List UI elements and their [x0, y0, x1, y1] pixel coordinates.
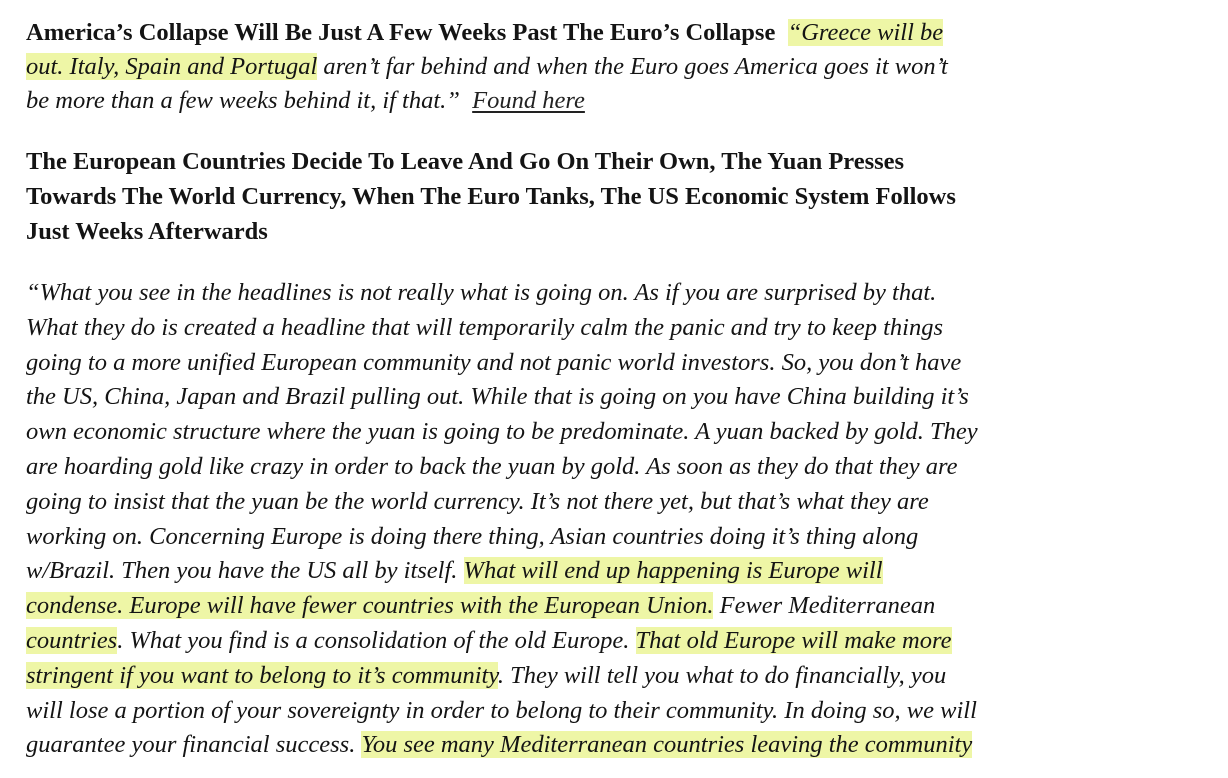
- quote-line: are hoarding gold like crazy in order to back the yuan by gold. As soon as they do that they are: [26, 452, 958, 480]
- article1-quote-highlight-1: “Greece will be: [787, 19, 944, 46]
- quote-line: going to insist that the yuan be the world currency. It’s not there yet, but that’s what they are: [26, 487, 929, 515]
- article1-quote-highlight-2: out. Italy, Spain and Portugal: [26, 53, 318, 80]
- quote-text: Fewer Mediterranean: [713, 592, 936, 620]
- quote-line: [26, 728, 1206, 763]
- quote-line: [26, 554, 1206, 589]
- article2-quote: [26, 276, 1206, 763]
- article2-heading-line: Towards The World Currency, When The Euro Tanks, The US Economic System Follows: [26, 183, 956, 210]
- quote-line: “What you see in the headlines is not really what is going on. As if you are surprised by that.: [26, 279, 937, 306]
- article2-heading: [26, 144, 1206, 249]
- quote-text: . They will tell you what to do financially, you: [497, 661, 947, 689]
- quote-line: own economic structure where the yuan is going to be predominate. A yuan backed by gold. They: [26, 418, 978, 446]
- quote-line: the US, China, Japan and Brazil pulling out. While that is going on you have China building it’s: [26, 383, 969, 411]
- found-here-link[interactable]: Found here: [472, 87, 585, 114]
- quote-highlight: condense. Europe will have fewer countries with the European Union.: [26, 592, 714, 620]
- quote-text: will lose a portion of your sovereignty in order to belong to their community. In doing so, we will: [26, 696, 977, 724]
- article1-headline: America’s Collapse Will Be Just A Few Weeks Past The Euro’s Collapse: [26, 19, 776, 46]
- article2-heading-line: The European Countries Decide To Leave And Go On Their Own, The Yuan Presses: [26, 148, 905, 175]
- document-page: [26, 16, 1206, 763]
- article1-quote-text-2: be more than a few weeks behind it, if that.”: [26, 87, 460, 114]
- quote-line: What they do is created a headline that will temporarily calm the panic and try to keep things: [26, 313, 943, 341]
- quote-line: [26, 694, 1206, 729]
- quote-line: working on. Concerning Europe is doing there thing, Asian countries doing it’s thing along: [26, 522, 919, 550]
- quote-highlight: countries: [26, 626, 118, 654]
- quote-text: w/Brazil. Then you have the US all by itself.: [26, 557, 464, 585]
- quote-highlight: stringent if you want to belong to it’s community: [26, 661, 498, 689]
- quote-line: [26, 624, 1206, 659]
- quote-highlight: You see many Mediterranean countries leaving the community: [361, 731, 973, 759]
- quote-text: guarantee your financial success.: [26, 731, 362, 759]
- quote-line: [26, 659, 1206, 694]
- article1-quote-text-1: aren’t far behind and when the Euro goes America goes it won’t: [317, 53, 948, 80]
- article2-heading-line: Just Weeks Afterwards: [26, 218, 268, 245]
- quote-highlight: What will end up happening is Europe will: [463, 557, 883, 585]
- quote-text: . What you find is a consolidation of the old Europe.: [117, 626, 636, 654]
- quote-line: going to a more unified European community and not panic world investors. So, you don’t have: [26, 348, 962, 376]
- article1-paragraph: [26, 16, 1206, 118]
- quote-line: [26, 589, 1206, 624]
- quote-highlight: That old Europe will make more: [635, 626, 952, 654]
